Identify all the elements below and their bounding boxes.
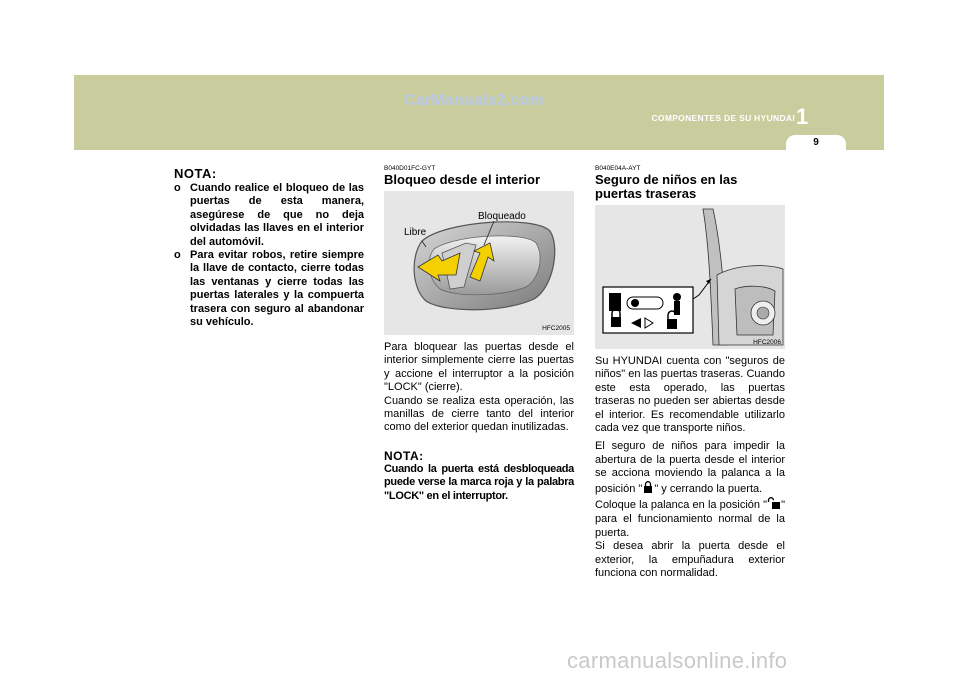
figure-code: HFC2006	[753, 339, 781, 346]
note-item-text: Cuando realice el bloqueo de las puertas de esta manera, asegúrese de que no deja olvidadas las llaves en el interior del automóvil.	[190, 182, 364, 248]
paragraph-part: Si desea abrir la puerta desde el exterior, la empuñadura exterior funciona con normalidad.	[595, 540, 785, 580]
child-lock-illustration	[595, 205, 785, 349]
paragraph-part: El seguro de niños para impedir la abertura de la puerta desde el interior se acciona moviendo la palanca a la posición "	[595, 440, 785, 495]
note-item	[174, 249, 364, 329]
section-code: B040D01FC-GYT	[384, 165, 436, 172]
note-column	[174, 158, 364, 329]
note-item-text: Para evitar robos, retire siempre la llave de contacto, cierre todas las ventanas y cierre todas las puertas laterales y la compuerta trasera con seguro al abandonar su vehículo.	[190, 249, 364, 329]
section-heading: Seguro de niños en las puertas traseras	[595, 172, 738, 201]
lock-closed-icon	[642, 481, 654, 497]
note-text: Cuando la puerta está desbloqueada puede verse la marca roja y la palabra "LOCK" en el interruptor.	[384, 462, 574, 502]
door-handle-figure	[384, 191, 574, 335]
paragraph-part: " y cerrando la puerta.	[654, 482, 763, 495]
locked-label: Bloqueado	[478, 211, 526, 222]
child-lock-column	[595, 158, 785, 581]
page-number: 9	[813, 137, 819, 148]
body-paragraph: Cuando se realiza esta operación, las manillas de cierre tanto del interior como del exterior quedan inutilizadas.	[384, 394, 574, 434]
section-title: COMPONENTES DE SU HYUNDAI	[651, 113, 795, 123]
section-code: B040E04A-AYT	[595, 165, 641, 172]
note-title: NOTA:	[174, 166, 217, 181]
free-label: Libre	[404, 227, 427, 238]
child-lock-figure	[595, 205, 785, 349]
bullet-marker: o	[174, 182, 181, 194]
body-paragraph: Para bloquear las puertas desde el interior simplemente cierre las puertas y accione el interruptor a la posición "LOCK" (cierre).	[384, 341, 574, 394]
note-list	[174, 182, 364, 329]
lock-open-icon	[767, 497, 781, 513]
body-paragraph: Su HYUNDAI cuenta con "seguros de niños" en las puertas traseras. Cuando este esta operado, las puertas traseras no pueden ser abiertas desde el interior. Es recomendable utilizarlo cada vez que transporte niños.	[595, 355, 785, 435]
section-heading: Bloqueo desde el interior	[384, 172, 541, 187]
interior-lock-column	[384, 158, 574, 503]
footer-watermark[interactable]: carmanualsonline.info	[567, 648, 788, 673]
paragraph-part: " para el funcionamiento normal de la puerta.	[595, 499, 785, 539]
note-title: NOTA:	[384, 448, 424, 463]
body-paragraph	[595, 440, 785, 580]
paragraph-part: Coloque la palanca en la posición "	[595, 499, 768, 512]
chapter-number: 1	[796, 104, 809, 129]
note-item	[174, 182, 364, 249]
bullet-marker: o	[174, 249, 181, 262]
figure-code: HFC2005	[542, 325, 570, 332]
site-logo[interactable]: CarManuals2.com	[404, 92, 544, 109]
